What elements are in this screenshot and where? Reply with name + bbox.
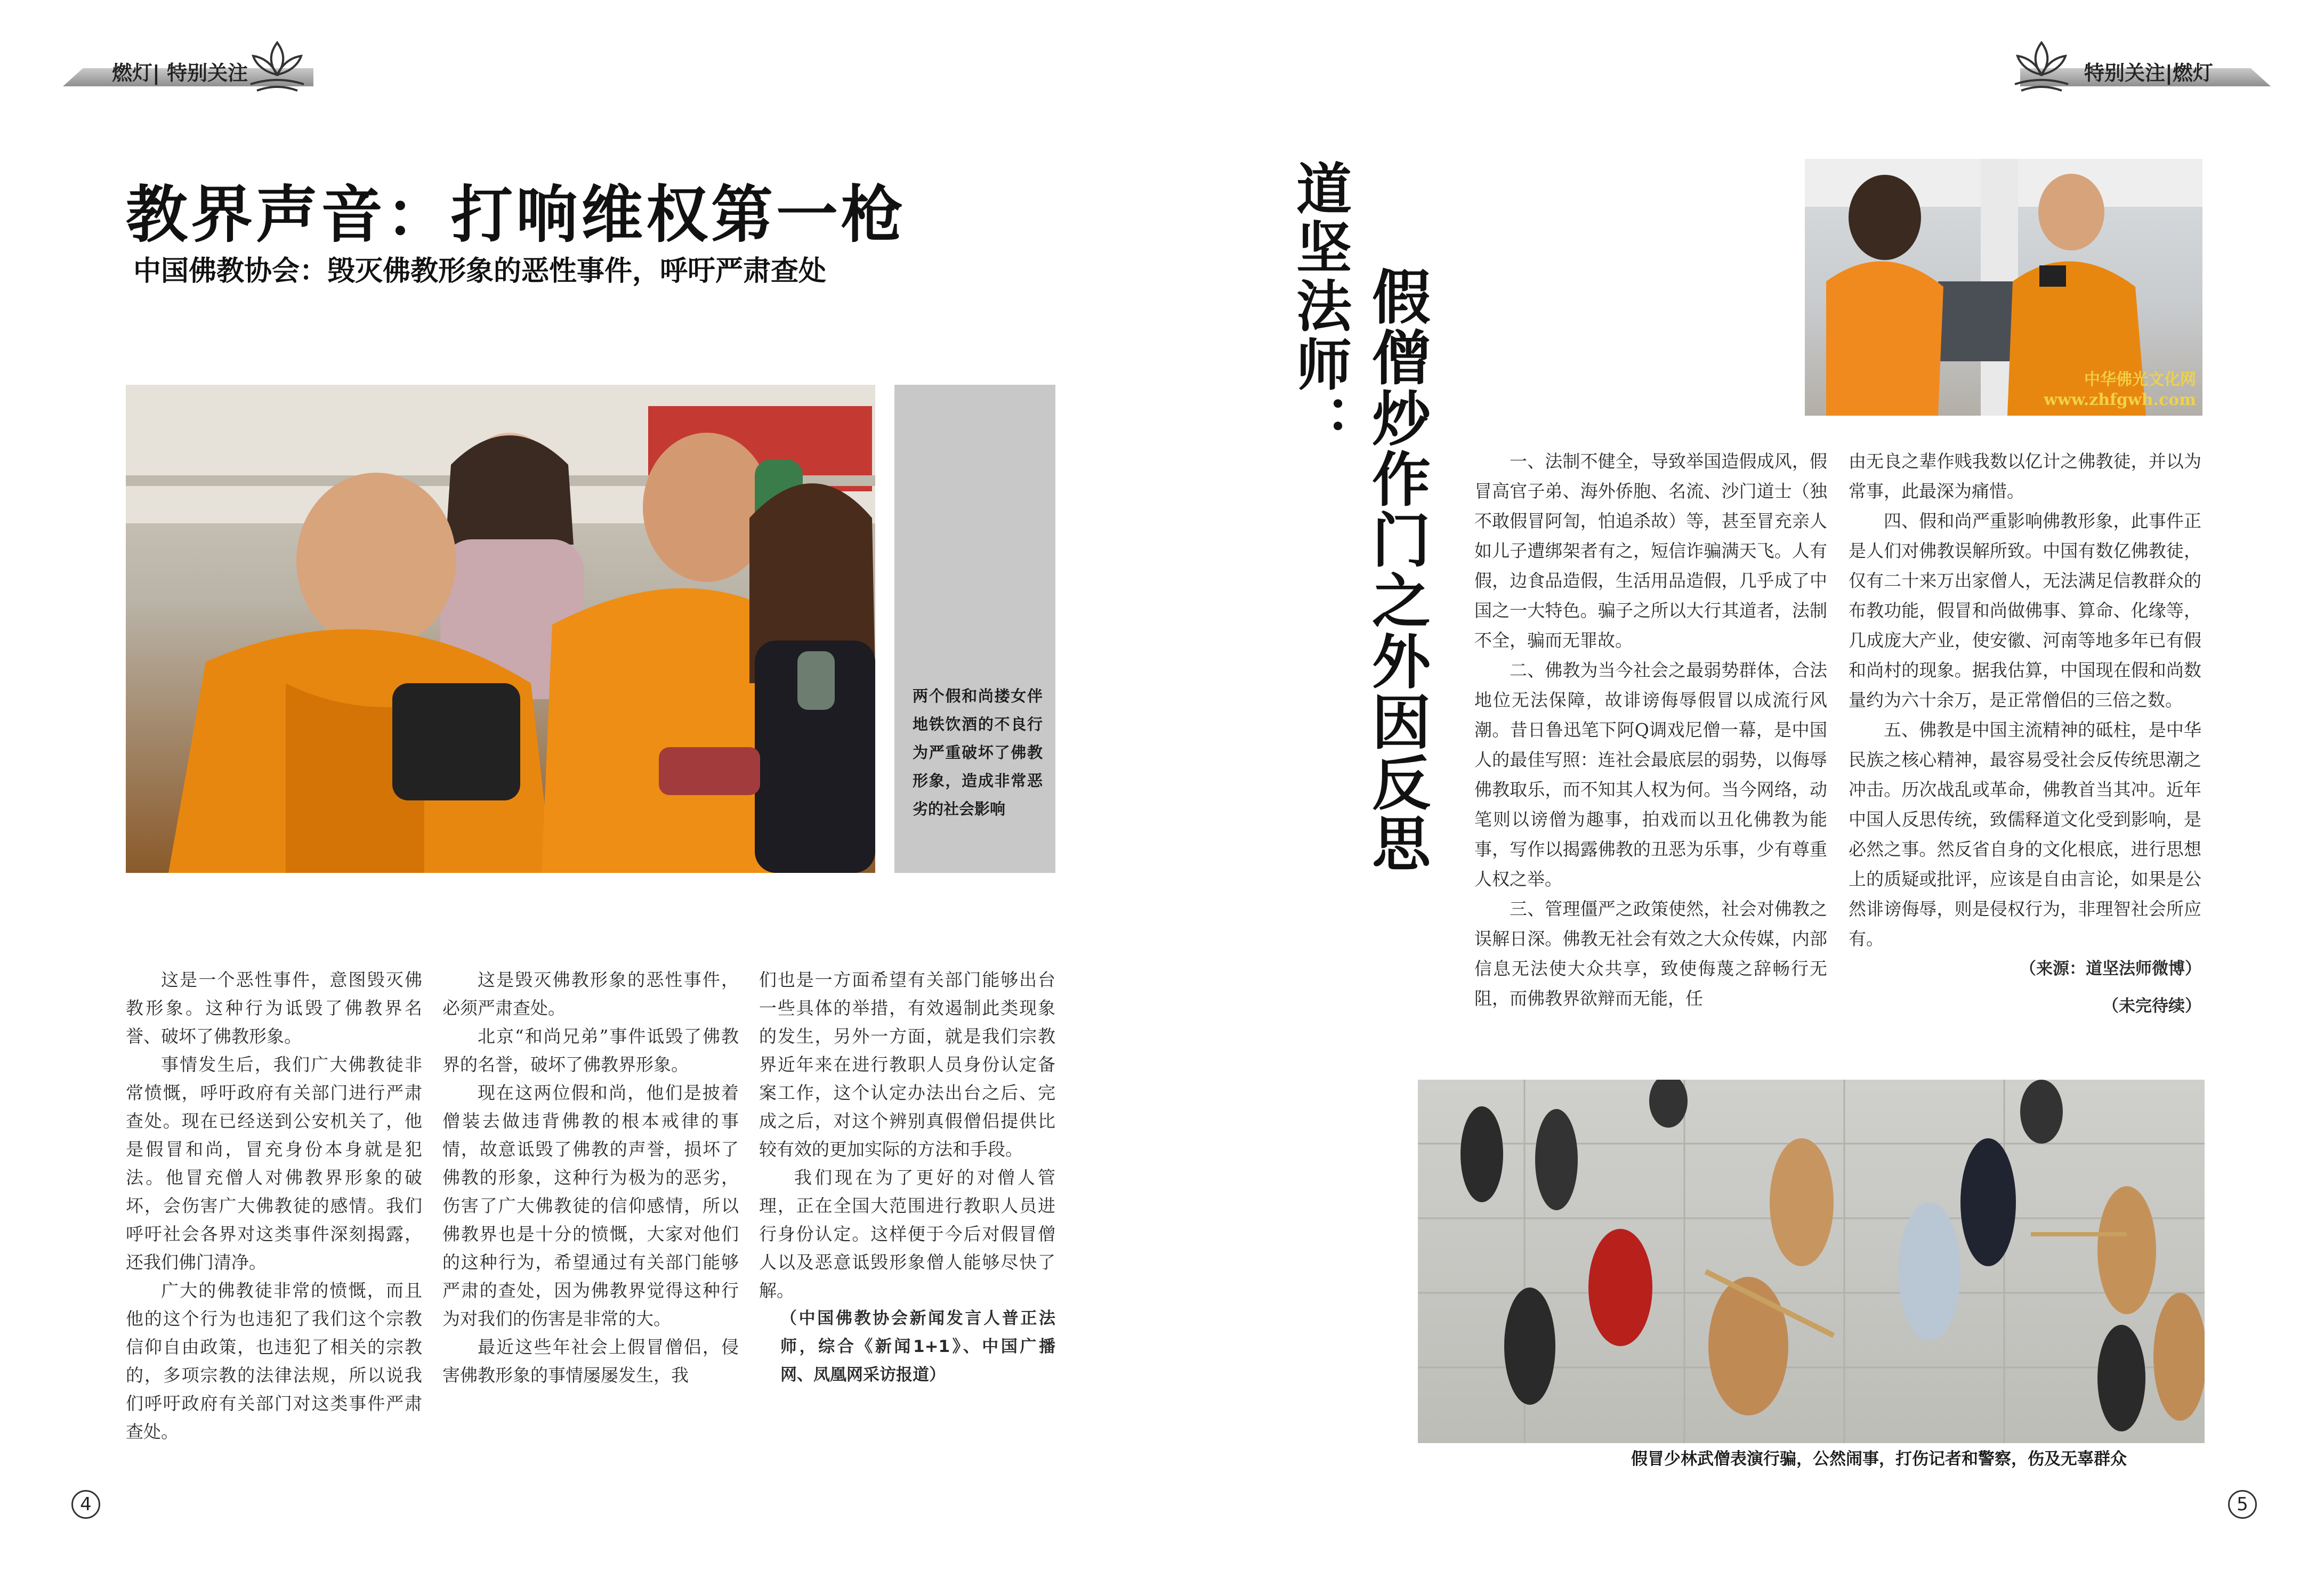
lotus-ornament-right-icon <box>2010 37 2073 96</box>
right-column-1 <box>1474 447 1827 1014</box>
paragraph: 四、假和尚严重影响佛教形象，此事件正是人们对佛教误解所致。中国有数亿佛教徒，仅有二十来万出家僧人，无法满足信教群众的布教功能，假冒和尚做佛事、算命、化缘等，几成庞大产业，使安徽、河南等地多年已有假和尚村的现象。据我估算，中国现在假和尚数量约为六十余万，是正常僧侣的三倍之数。 <box>1849 511 2201 710</box>
right-column-2 <box>1849 447 2201 1021</box>
paragraph: 我们现在为了更好的对僧人管理，正在全国大范围进行教职人员进行身份认定。这样便于今后对假冒僧人以及恶意诋毁形象僧人能够尽快了解。 <box>759 1167 1055 1301</box>
source-credit: （来源：道坚法师微博） <box>2020 959 2201 978</box>
paragraph: 北京“和尚兄弟”事件诋毁了佛教界的名誉，破坏了佛教界形象。 <box>442 1026 739 1075</box>
left-header-label: 燃灯| 特别关注 <box>112 61 248 85</box>
subway-photo-illustration <box>126 385 875 873</box>
paragraph: 事情发生后，我们广大佛教徒非常愤慨，呼吁政府有关部门进行严肃查处。现在已经送到公安机关了，他是假冒和尚，冒充身份本身就是犯法。他冒充僧人对佛教界形象的破坏，会伤害广大佛教徒的感情。我们呼吁社会各界对这类事件深刻揭露，还我们佛门清净。 <box>126 1054 422 1273</box>
subway-photo <box>126 385 875 873</box>
paragraph: 最近这些年社会上假冒僧侣，侵害佛教形象的事情屡屡发生，我 <box>442 1337 739 1386</box>
title-author-vertical: 道坚法师： <box>1287 160 1352 453</box>
paragraph: 一、法制不健全，导致举国造假成风，假冒高官子弟、海外侨胞、名流、沙门道士（独不敢假冒阿訇，怕追杀故）等，甚至冒充亲人如儿子遭绑架者有之，短信诈骗满天飞。人有假，边食品造假，生活用品造假，几乎成了中国之一大特色。骗子之所以大行其道者，法制不全，骗而无罪故。 <box>1474 451 1827 651</box>
paragraph: 们也是一方面希望有关部门能够出台一些具体的举措，有效遏制此类现象的发生，另外一方面，就是我们宗教界近年来在进行教职人员身份认定备案工作，这个认定办法出台之后、完成之后，对这个辨别真假僧侣提供比较有效的更加实际的方法和手段。 <box>759 969 1055 1160</box>
right-header-label: 特别关注|燃灯 <box>2084 61 2213 85</box>
subway-photo-caption: 两个假和尚搂女伴地铁饮酒的不良行为严重破坏了佛教形象，造成非常恶劣的社会影响 <box>913 687 1043 818</box>
paragraph: 二、佛教为当今社会之最弱势群体，合法地位无法保障，故诽谤侮辱假冒以成流行风潮。昔日鲁迅笔下阿Q调戏尼僧一幕，是中国人的最佳写照：连社会最底层的弱势，以侮辱佛教取乐，而不知其人权为何。当今网络，动笔则以谤僧为趣事，拍戏而以丑化佛教为能事，写作以揭露佛教的丑恶为乐事，少有尊重人权之举。 <box>1474 660 1827 889</box>
left-subheadline: 中国佛教协会：毁灭佛教形象的恶性事件，呼吁严肃查处 <box>133 255 827 287</box>
paragraph: 现在这两位假和尚，他们是披着僧装去做违背佛教的根本戒律的事情，故意诋毁了佛教的声誉，损坏了佛教的形象，这种行为极为的恶劣，伤害了广大佛教徒的信仰感情，所以佛教界也是十分的愤慨，大家对他们的这种行为，希望通过有关部门能够严肃的查处，因为佛教界觉得这种行为对我们的伤害是非常的大。 <box>442 1082 739 1329</box>
left-headline: 教界声音：打响维权第一枪 <box>126 179 906 251</box>
shaolin-photo-illustration <box>1418 1080 2205 1443</box>
source-credit: （中国佛教协会新闻发言人普正法师，综合《新闻1+1》、中国广播网、凤凰网采访报道） <box>780 1309 1055 1384</box>
paragraph: 这是一个恶性事件，意图毁灭佛教形象。这种行为诋毁了佛教界名誉、破坏了佛教形象。 <box>126 969 422 1047</box>
interview-photo <box>1805 159 2202 416</box>
shaolin-photo-caption: 假冒少林武僧表演行骗，公然闹事，打伤记者和警察，伤及无辜群众 <box>1631 1450 2127 1469</box>
paragraph: 三、管理僵严之政策使然，社会对佛教之误解日深。佛教无社会有效之大众传媒，内部信息无法使大众共享，致使侮蔑之辞畅行无阻，而佛教界欲辩而无能，任 <box>1474 898 1827 1009</box>
fake-shaolin-photo <box>1418 1080 2205 1443</box>
left-column-3 <box>759 966 1055 1389</box>
paragraph: 五、佛教是中国主流精神的砥柱，是中华民族之核心精神，最容易受社会反传统思潮之冲击。历次战乱或革命，佛教首当其冲。近年中国人反思传统，致儒释道文化受到影响，是必然之事。然反省自身的文化根底，进行思想上的质疑或批评，应该是自由言论，如果是公然诽谤侮辱，则是侵权行为，非理智社会所应有。 <box>1849 719 2201 949</box>
left-column-2 <box>442 966 739 1389</box>
left-column-1 <box>126 966 422 1446</box>
page-number-left: 4 <box>71 1490 100 1519</box>
lotus-ornament-left-icon <box>245 37 309 96</box>
to-be-continued: （未完待续） <box>2102 997 2201 1016</box>
paragraph: 由无良之辈作贱我数以亿计之佛教徒，并以为常事，此最深为痛惜。 <box>1849 451 2201 501</box>
paragraph: 这是毁灭佛教形象的恶性事件，必须严肃查处。 <box>442 969 739 1018</box>
title-main-vertical: 假僧炒作门之外因反思 <box>1362 266 1431 874</box>
photo-watermark: 中华佛光文化网 www.zhfgwh.com <box>2044 370 2196 409</box>
page-number-right: 5 <box>2228 1490 2257 1519</box>
paragraph: 广大的佛教徒非常的愤慨，而且他的这个行为也违犯了我们这个宗教信仰自由政策，也违犯了相关的宗教的，多项宗教的法律法规，所以说我们呼吁政府有关部门对这类事件严肃查处。 <box>126 1280 422 1442</box>
